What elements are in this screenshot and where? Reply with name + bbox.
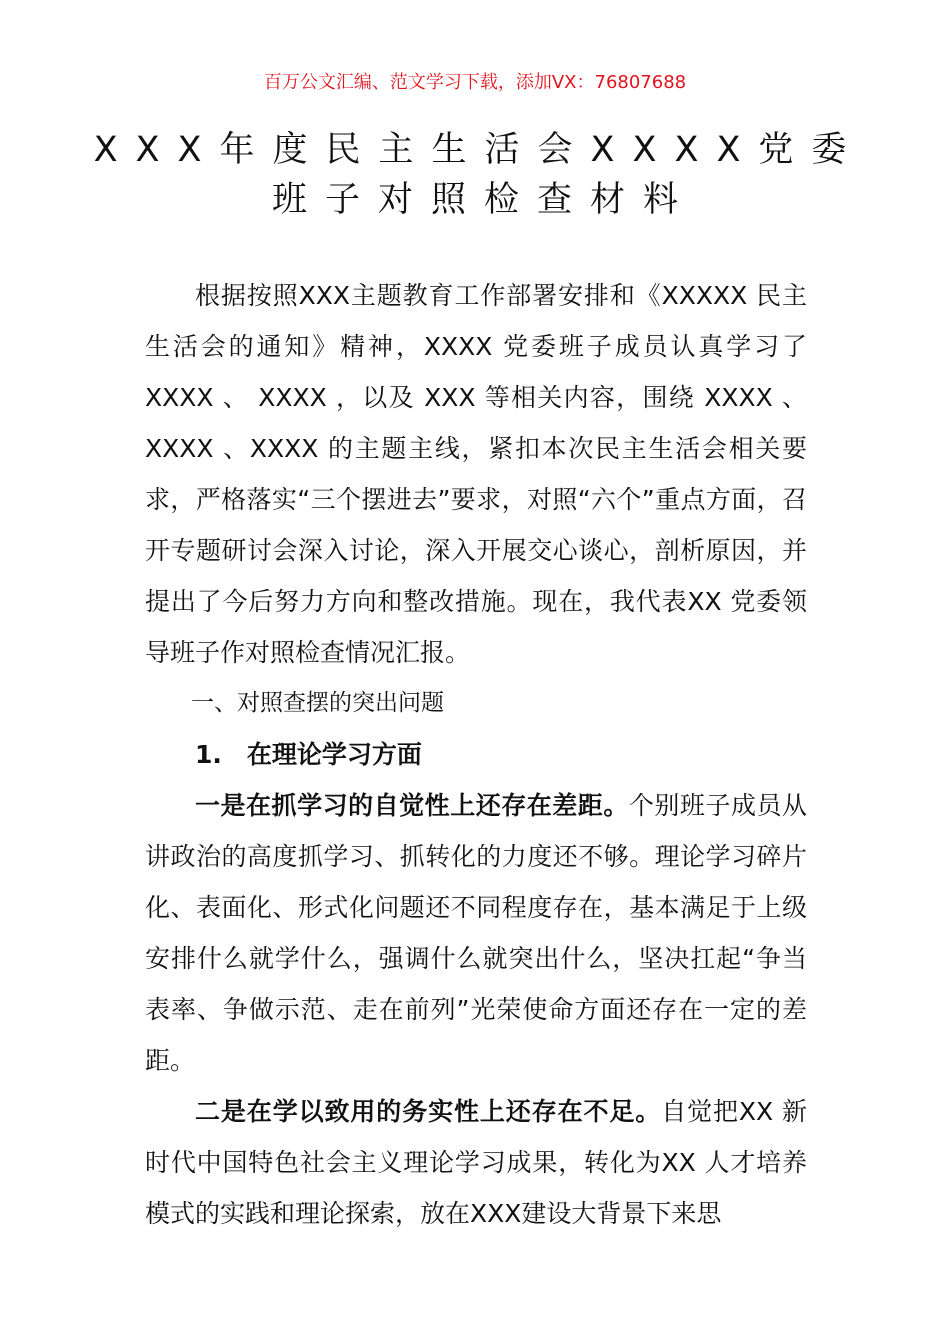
document-title-line-2: 班子对照检查材料 [271, 180, 696, 220]
subsection-heading-1: 1. 在理论学习方面 [195, 740, 422, 769]
point-paragraph-2 [145, 1086, 807, 1239]
section-heading-1: 一、对照查摆的突出问题 [191, 690, 444, 716]
document-body [145, 270, 807, 1239]
point-paragraph-1 [145, 780, 807, 1086]
point-2-lead: 二是在学以致用的务实性上还存在不足。 [195, 1097, 662, 1126]
header-watermark-note: 百万公文汇编、范文学习下载，添加VX：76807688 [263, 72, 687, 93]
intro-paragraph: 根据按照XXX主题教育工作部署安排和《XXXXX 民主生活会的通知》精神，XXXX 党委班子成员认真学习了 XXXX 、 XXXX ，以及 XXX 等相关内容，围绕 XXXX 、XXXX 、XXXX 的主题主线，紧扣本次民主生活会相关要求，严格落实“三个摆进去”要求，对照“六个”重点方面，召开专题研讨会深入讨论，深入开展交心谈心，剖析原因，并提出了今后努力方向和整改措施。现在，我代表XX 党委领导班子作对照检查情况汇报。 [145, 281, 807, 667]
point-1-lead: 一是在抓学习的自觉性上还存在差距。 [195, 791, 629, 820]
point-2-text: 自觉把XX 新时代中国特色社会主义理论学习成果，转化为XX 人才培养模式的实践和理论探索，放在XXX建设大背景下来思 [145, 1097, 807, 1228]
point-1-text: 个别班子成员从讲政治的高度抓学习、抓转化的力度还不够。理论学习碎片化、表面化、形式化问题还不同程度存在，基本满足于上级安排什么就学什么，强调什么就突出什么，坚决扛起“争当表率、争做示范、走在前列”光荣使命方面还存在一定的差距。 [145, 791, 807, 1075]
document-title-line-1: XXX年度民主生活会XXXX党委 [93, 130, 865, 170]
